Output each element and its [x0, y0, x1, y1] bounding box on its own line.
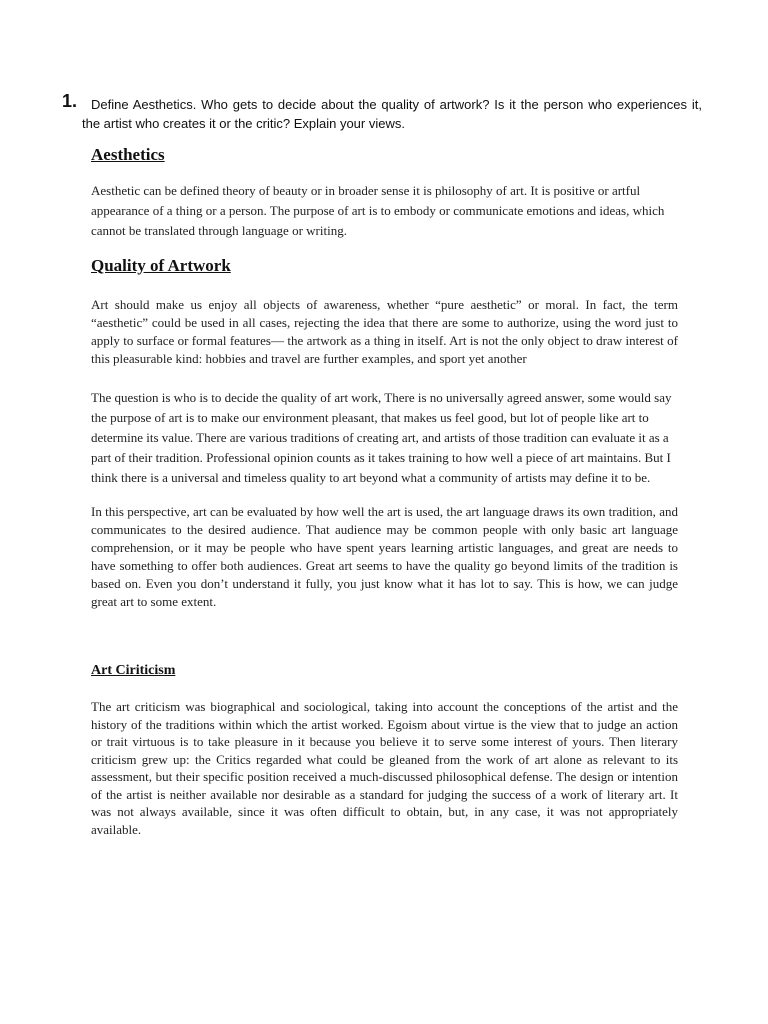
- heading-quality-of-artwork: Quality of Artwork: [91, 256, 231, 275]
- question-block: [62, 91, 702, 133]
- section-quality-of-artwork: [91, 256, 678, 611]
- paragraph-quality-3: In this perspective, art can be evaluated by how well the art is used, the art language draws its own tradition, and communicates to the desired audience. That audience may be common people with only basic art language comprehension, or it may be people who have spent years learning artistic languages, and great are needs to have something to offer both audiences. Great art seems to have the quality go beyond limits of the tradition is based on. Even you don’t understand it fully, you just know what it has lot to say. This is how, we can judge great art to some extent.: [91, 504, 678, 609]
- paragraph-quality-2: The question is who is to decide the quality of art work, There is no universally agreed answer, some would say the purpose of art is to make our environment pleasant, that makes us feel good, but lot of people like art to determine its value. There are various traditions of creating art, and artists of those tradition can evaluate it as a part of their tradition. Professional opinion counts as it takes training to how well a piece of art maintains. But I think there is a universal and timeless quality to art beyond what a community of artists may define it to be.: [91, 390, 672, 485]
- heading-aesthetics: Aesthetics: [91, 145, 165, 164]
- paragraph-art-criticism: The art criticism was biographical and sociological, taking into account the conceptions of the artist and the history of the traditions within which the artist worked. Egoism about virtue is the view that to judge an action or trait virtuous is to take pleasure in it because you believe it to serve some interest of yours. Then literary criticism grew up: the Critics regarded what could be gleaned from the work of art alone as relevant to its assessment, but their specific position received a much-discussed philosophical defense. The design or intention of the artist is neither available nor desirable as a standard for judging the success of a work of literary art. It was not always available, since it was often difficult to obtain, but, in any case, it was not appropriately available.: [91, 699, 678, 837]
- paragraph-aesthetics: Aesthetic can be defined theory of beauty or in broader sense it is philosophy of art. It is positive or artful appearance of a thing or a person. The purpose of art is to embody or communicate emotions and ideas, which cannot be translated through language or writing.: [91, 183, 665, 238]
- heading-art-criticism: Art Ciriticism: [91, 663, 176, 678]
- section-aesthetics: [91, 145, 678, 241]
- paragraph-quality-1: Art should make us enjoy all objects of awareness, whether “pure aesthetic” or moral. In fact, the term “aesthetic” could be used in all cases, rejecting the idea that there are some to authorize, using the word just to apply to surface or formal features— the artwork as a thing in itself. Art is not the only object to draw interest of this pleasurable kind: hobbies and travel are further examples, and sport yet another: [91, 297, 678, 366]
- question-number: 1.: [62, 91, 78, 111]
- section-art-criticism: [91, 662, 678, 838]
- question-text: Define Aesthetics. Who gets to decide about the quality of artwork? Is it the person who experiences it, the artist who creates it or the critic? Explain your views.: [82, 97, 702, 131]
